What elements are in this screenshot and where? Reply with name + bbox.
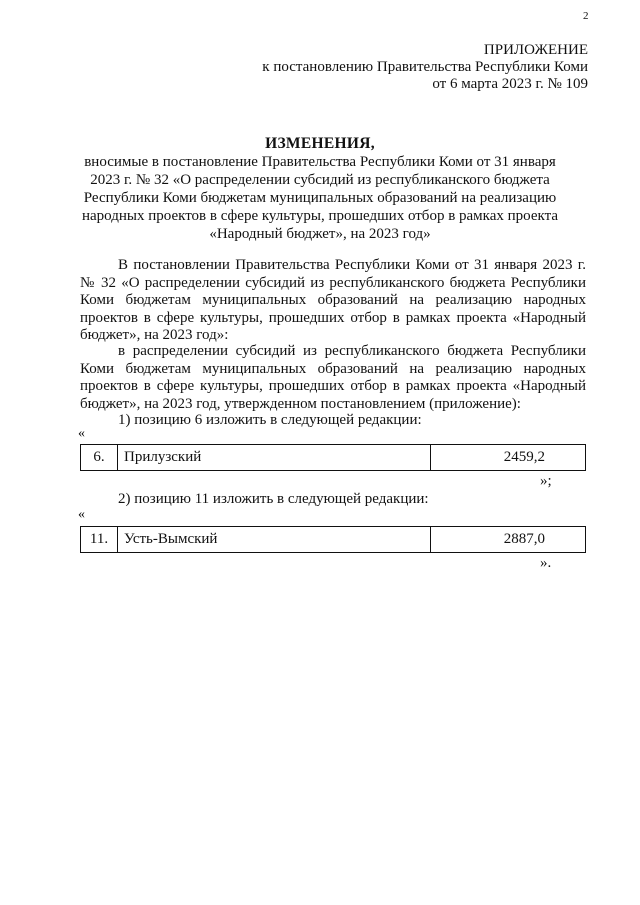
municipality-name: Усть-Вымский xyxy=(118,527,431,553)
heading-line-5: «Народный бюджет», на 2023 год» xyxy=(209,226,431,242)
heading-line-3: Республики Коми бюджетам муниципальных образований на реализацию xyxy=(83,190,557,206)
subsidy-amount: 2887,0 xyxy=(431,527,586,553)
heading-line-4: народных проектов в сфере культуры, прошедших отбор в рамках проекта xyxy=(82,208,558,224)
subsidy-amount: 2459,2 xyxy=(431,445,586,471)
table-row xyxy=(81,527,586,553)
item-1-table xyxy=(80,444,586,471)
heading-line-2: 2023 г. № 32 «О распределении субсидий из республиканского бюджета xyxy=(90,172,550,188)
item-2-close-quote: ». xyxy=(540,555,552,571)
paragraph-distribution: в распределении субсидий из республиканского бюджета Республики Коми бюджетам муниципальных образований на реализацию народных проектов в сфере культуры, прошедших отбор в рамках проекта «Народный бюджет», на 2023 год, утвержденном постановлением (приложение): xyxy=(80,343,586,412)
document-heading xyxy=(60,135,580,243)
appendix-line-2: от 6 марта 2023 г. № 109 xyxy=(432,76,588,92)
paragraph-intro: В постановлении Правительства Республики Коми от 31 января 2023 г. № 32 «О распределении субсидий из республиканского бюджета Республики Коми бюджетам муниципальных образований на реализацию народных проектов в сфере культуры, прошедших отбор в рамках проекта «Народный бюджет», на 2023 год»: xyxy=(80,257,586,343)
page-number: 2 xyxy=(583,10,589,22)
row-number: 6. xyxy=(81,445,118,471)
item-1-close-quote: »; xyxy=(540,473,552,489)
appendix-title: ПРИЛОЖЕНИЕ xyxy=(483,42,588,58)
item-1-text: 1) позицию 6 изложить в следующей редакции: xyxy=(118,412,422,428)
appendix-header xyxy=(262,42,588,93)
table-row xyxy=(81,445,586,471)
heading-title: ИЗМЕНЕНИЯ, xyxy=(265,135,375,152)
item-1-open-quote: « xyxy=(78,426,85,441)
appendix-line-1: к постановлению Правительства Республики Коми xyxy=(262,59,588,75)
item-2-text: 2) позицию 11 изложить в следующей редакции: xyxy=(118,491,429,507)
row-number: 11. xyxy=(81,527,118,553)
item-2-table xyxy=(80,526,586,553)
municipality-name: Прилузский xyxy=(118,445,431,471)
item-2-open-quote: « xyxy=(78,507,85,522)
heading-line-1: вносимые в постановление Правительства Республики Коми от 31 января xyxy=(84,154,556,170)
